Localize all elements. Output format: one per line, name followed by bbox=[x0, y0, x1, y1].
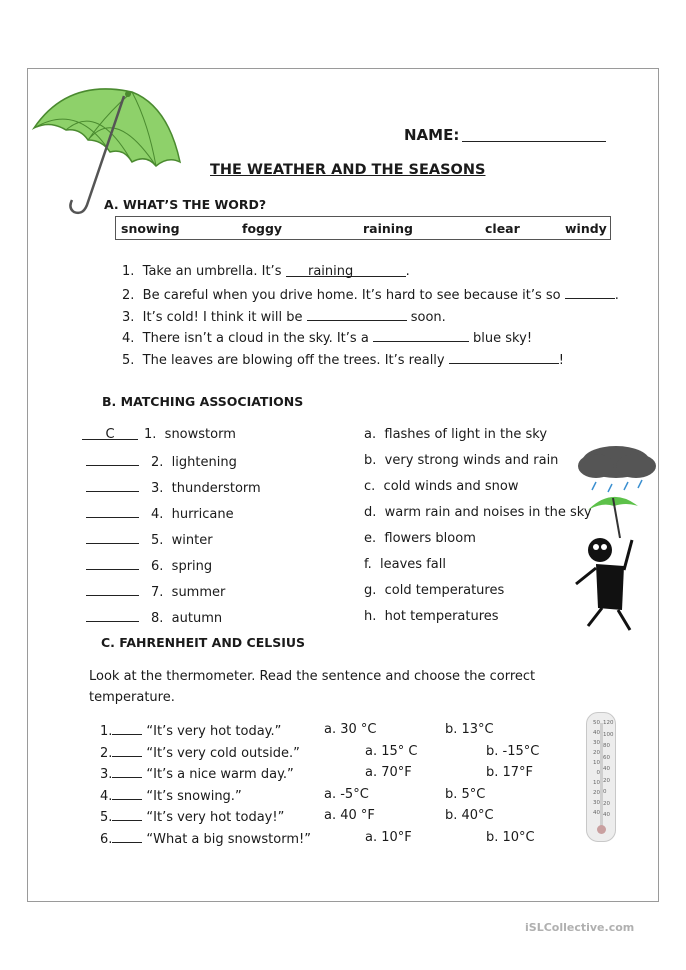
thermometer-celsius-tick: 30 bbox=[593, 800, 600, 806]
thermometer-celsius-tick: 10 bbox=[593, 780, 600, 786]
answer-blank[interactable] bbox=[373, 329, 469, 342]
word-bank bbox=[115, 216, 611, 240]
question-a4: 4. There isn’t a cloud in the sky. It’s a blue sky! bbox=[122, 331, 533, 346]
thermometer-fahrenheit-tick: 20 bbox=[603, 777, 610, 784]
thermometer-celsius-tick: 20 bbox=[593, 790, 600, 796]
word-bank-item: foggy bbox=[242, 221, 283, 236]
matching-row: 7. summer bbox=[82, 583, 225, 600]
temp-answer-blank[interactable] bbox=[112, 808, 142, 821]
section-b-heading: B. MATCHING ASSOCIATIONS bbox=[102, 394, 304, 409]
temp-option-a[interactable]: a. 30 °C bbox=[324, 722, 377, 737]
temp-answer-blank[interactable] bbox=[112, 830, 142, 843]
section-a-heading: A. WHAT’S THE WORD? bbox=[104, 197, 267, 212]
matching-option: d. warm rain and noises in the sky bbox=[364, 505, 592, 520]
match-answer-blank[interactable] bbox=[86, 453, 139, 466]
temperature-question: 5. “It’s very hot today!” bbox=[100, 810, 285, 826]
matching-row: 6. spring bbox=[82, 557, 212, 574]
name-label: NAME: bbox=[404, 126, 460, 144]
temperature-question: 4. “It’s snowing.” bbox=[100, 788, 242, 804]
temp-option-b[interactable]: b. -15°C bbox=[486, 743, 540, 759]
matching-row: 8. autumn bbox=[82, 609, 222, 626]
word-bank-item: snowing bbox=[121, 221, 180, 236]
thermometer-celsius-tick: 40 bbox=[593, 810, 600, 816]
matching-row: C 1. snowstorm bbox=[82, 427, 236, 442]
match-answer-blank[interactable] bbox=[86, 505, 139, 518]
thermometer-celsius-tick: 50 bbox=[593, 720, 600, 726]
answer-blank[interactable]: raining bbox=[286, 264, 406, 277]
matching-option: g. cold temperatures bbox=[364, 583, 505, 598]
temp-option-a[interactable]: a. 15° C bbox=[365, 743, 418, 759]
section-c-heading: C. FAHRENHEIT AND CELSIUS bbox=[101, 635, 306, 650]
rain-figure-icon bbox=[566, 440, 662, 636]
temp-option-b[interactable]: b. 40°C bbox=[445, 808, 494, 824]
match-answer-blank[interactable] bbox=[86, 531, 139, 544]
temp-option-a[interactable]: a. -5°C bbox=[324, 786, 369, 802]
temp-option-a[interactable]: a. 10°F bbox=[365, 830, 412, 845]
temp-answer-blank[interactable] bbox=[112, 765, 142, 778]
temp-option-b[interactable]: b. 10°C bbox=[486, 830, 535, 845]
matching-option: c. cold winds and snow bbox=[364, 479, 519, 494]
answer-blank[interactable] bbox=[449, 351, 559, 364]
thermometer bbox=[586, 712, 616, 842]
temp-answer-blank[interactable] bbox=[112, 744, 142, 757]
thermometer-fahrenheit-tick: 80 bbox=[603, 743, 610, 749]
match-answer-blank[interactable] bbox=[86, 479, 139, 492]
temp-answer-blank[interactable] bbox=[112, 787, 142, 800]
answer-blank[interactable] bbox=[565, 286, 615, 299]
temp-option-b[interactable]: b. 13°C bbox=[445, 722, 494, 737]
temperature-question: 2. “It’s very cold outside.” bbox=[100, 745, 300, 761]
section-c-instructions-2: temperature. bbox=[89, 690, 175, 705]
matching-option: e. flowers bloom bbox=[364, 531, 476, 546]
page-title: THE WEATHER AND THE SEASONS bbox=[210, 162, 486, 178]
matching-row: 3. thunderstorm bbox=[82, 479, 261, 496]
matching-option: f. leaves fall bbox=[364, 557, 446, 572]
matching-row: 5. winter bbox=[82, 531, 213, 548]
matching-option: a. flashes of light in the sky bbox=[364, 427, 548, 442]
matching-row: 2. lightening bbox=[82, 453, 237, 470]
word-bank-item: windy bbox=[565, 221, 607, 236]
temperature-question: 1. “It’s very hot today.” bbox=[100, 724, 282, 739]
match-answer-blank[interactable] bbox=[86, 583, 139, 596]
matching-option: b. very strong winds and rain bbox=[364, 453, 559, 468]
question-a1: 1. Take an umbrella. It’s raining . bbox=[122, 264, 410, 279]
answer-blank[interactable] bbox=[307, 308, 407, 321]
temperature-question: 6. “What a big snowstorm!” bbox=[100, 832, 311, 847]
matching-option: h. hot temperatures bbox=[364, 609, 499, 624]
thermometer-fahrenheit-tick: 20 bbox=[603, 800, 610, 807]
thermometer-fahrenheit-tick: 40 bbox=[603, 812, 610, 818]
thermometer-fahrenheit-tick: 0 bbox=[603, 789, 607, 795]
name-field[interactable] bbox=[462, 141, 606, 142]
thermometer-celsius-tick: 30 bbox=[593, 740, 600, 746]
thermometer-fahrenheit-tick: 60 bbox=[603, 754, 610, 761]
temp-option-b[interactable]: b. 17°F bbox=[486, 765, 534, 781]
word-bank-item: raining bbox=[363, 221, 413, 236]
word-bank-item: clear bbox=[485, 221, 520, 236]
match-answer-blank[interactable]: C bbox=[82, 427, 138, 440]
matching-row: 4. hurricane bbox=[82, 505, 234, 522]
thermometer-celsius-tick: 20 bbox=[593, 750, 600, 756]
question-a2: 2. Be careful when you drive home. It’s hard to see because it’s so . bbox=[122, 288, 619, 303]
thermometer-fahrenheit-tick: 40 bbox=[603, 766, 610, 772]
question-a5: 5. The leaves are blowing off the trees. It’s really ! bbox=[122, 353, 564, 368]
match-answer-blank[interactable] bbox=[86, 557, 139, 570]
temperature-question: 3. “It’s a nice warm day.” bbox=[100, 767, 294, 783]
temp-option-b[interactable]: b. 5°C bbox=[445, 786, 486, 802]
match-answer-blank[interactable] bbox=[86, 609, 139, 622]
thermometer-fahrenheit-tick: 120 bbox=[603, 720, 614, 726]
thermometer-celsius-tick: 10 bbox=[593, 760, 600, 766]
question-a3: 3. It’s cold! I think it will be soon. bbox=[122, 310, 446, 325]
thermometer-celsius-tick: 40 bbox=[593, 730, 600, 736]
thermometer-fahrenheit-tick: 100 bbox=[603, 731, 614, 738]
temp-option-a[interactable]: a. 70°F bbox=[365, 765, 412, 781]
temp-option-a[interactable]: a. 40 °F bbox=[324, 808, 375, 824]
watermark: iSLCollective.com bbox=[525, 921, 635, 934]
thermometer-celsius-tick: 0 bbox=[596, 770, 600, 776]
section-c-instructions: Look at the thermometer. Read the sentence and choose the correct bbox=[89, 669, 536, 684]
temp-answer-blank[interactable] bbox=[112, 722, 142, 735]
